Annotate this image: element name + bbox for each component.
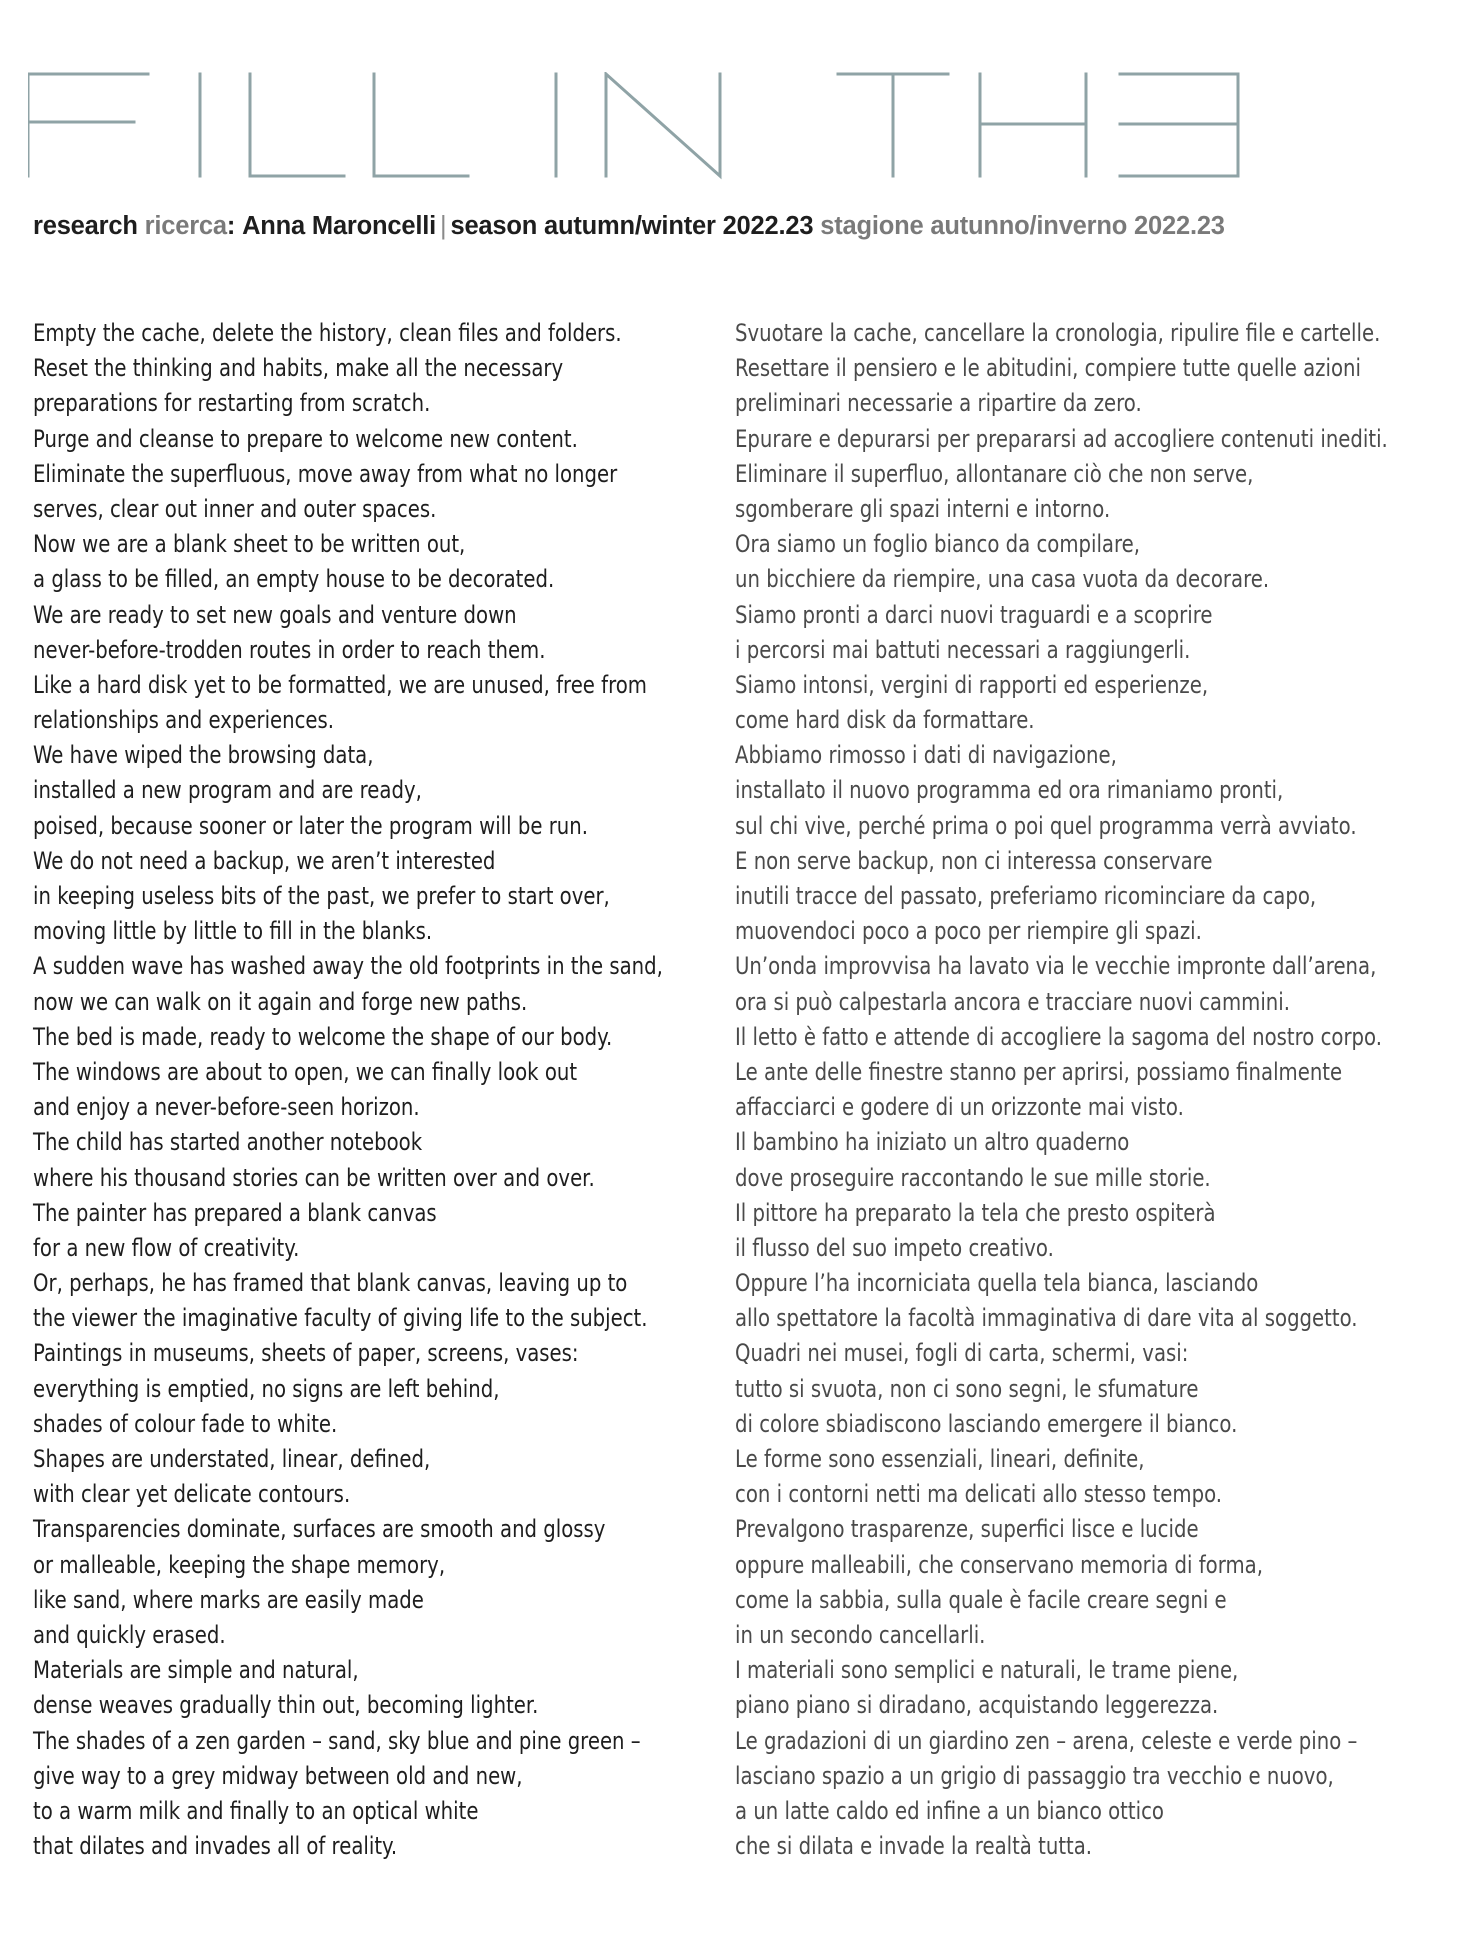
text-line: We do not need a backup, we aren’t interested [33,846,496,875]
text-line: a glass to be filled, an empty house to be decorated. [33,565,555,594]
text-line: Il bambino ha iniziato un altro quaderno [735,1128,1130,1157]
text-line: Transparencies dominate, surfaces are smooth and glossy [33,1515,606,1544]
text-line: muovendoci poco a poco per riempire gli spazi. [735,917,1202,946]
byline-separator: | [440,212,447,240]
byline [33,212,1225,241]
text-line: The painter has prepared a blank canvas [33,1198,437,1227]
text-line: The bed is made, ready to welcome the shape of our body. [33,1022,613,1051]
text-line: The child has started another notebook [33,1128,423,1157]
text-line: in un secondo cancellarli. [735,1620,986,1649]
text-line: Siamo pronti a darci nuovi traguardi e a scoprire [735,600,1213,629]
text-line: Paintings in museums, sheets of paper, screens, vases: [33,1339,579,1368]
byline-colon: : [226,212,236,240]
text-line: Le gradazioni di un giardino zen – arena, celeste e verde pino – [735,1726,1358,1755]
text-line: relationships and experiences. [33,706,335,735]
text-line: A sudden wave has washed away the old footprints in the sand, [33,952,663,981]
text-line: preparations for restarting from scratch. [33,389,431,418]
text-line: che si dilata e invade la realtà tutta. [735,1832,1093,1861]
text-line: Now we are a blank sheet to be written out, [33,530,466,559]
english-text-column [33,316,663,1864]
text-line: We are ready to set new goals and venture down [33,600,517,629]
text-line: installato il nuovo programma ed ora rimaniamo pronti, [735,776,1284,805]
text-line: or malleable, keeping the shape memory, [33,1550,446,1579]
text-line: Le ante delle finestre stanno per aprirsi, possiamo finalmente [735,1057,1343,1086]
text-line: and quickly erased. [33,1620,226,1649]
text-line: di colore sbiadiscono lasciando emergere il bianco. [735,1409,1238,1438]
title-letter-t [838,74,948,176]
title-letter-n [606,74,720,176]
text-line: that dilates and invades all of reality. [33,1832,398,1861]
title-letter-l [250,74,344,176]
text-line: with clear yet delicate contours. [33,1480,351,1509]
text-line: oppure malleabili, che conservano memoria di forma, [735,1550,1263,1579]
text-line: I materiali sono semplici e naturali, le trame piene, [735,1656,1239,1685]
text-line: for a new flow of creativity. [33,1233,300,1262]
text-line: Resettare il pensiero e le abitudini, compiere tutte quelle azioni [735,354,1361,383]
title-lettering [28,72,1288,180]
text-line: Abbiamo rimosso i dati di navigazione, [735,741,1117,770]
text-line: Le forme sono essenziali, lineari, definite, [735,1445,1145,1473]
byline-season-it: stagione autunno/inverno 2022.23 [820,212,1225,240]
text-line: serves, clear out inner and outer spaces. [33,494,437,523]
text-line: Shapes are understated, linear, defined, [33,1445,431,1473]
text-line: come la sabbia, sulla quale è facile creare segni e [735,1585,1227,1614]
title-letter-e [1120,74,1238,176]
text-line: installed a new program and are ready, [33,776,422,805]
text-line: Reset the thinking and habits, make all the necessary [33,354,564,383]
text-line: a un latte caldo ed infine a un bianco ottico [735,1796,1164,1825]
text-line: E non serve backup, non ci interessa conservare [735,846,1213,875]
text-line: to a warm milk and finally to an optical white [33,1796,479,1825]
byline-author: Anna Maroncelli [242,212,437,240]
text-line: preliminari necessarie a ripartire da zero. [735,389,1142,418]
text-line: give way to a grey midway between old and new, [33,1761,523,1790]
text-line: everything is emptied, no signs are left behind, [33,1374,500,1403]
text-line: dove proseguire raccontando le sue mille storie. [735,1163,1211,1192]
text-line: the viewer the imaginative faculty of giving life to the subject. [33,1304,648,1333]
text-line: Prevalgono trasparenze, superfici lisce e lucide [735,1515,1199,1544]
text-line: The shades of a zen garden – sand, sky blue and pine green – [33,1726,641,1755]
text-line: lasciano spazio a un grigio di passaggio tra vecchio e nuovo, [735,1761,1334,1790]
text-line: The windows are about to open, we can finally look out [33,1057,578,1086]
text-line: allo spettatore la facoltà immaginativa di dare vita al soggetto. [735,1304,1358,1333]
title-letter-f [28,74,148,176]
text-line: shades of colour fade to white. [33,1409,338,1438]
text-line: sgomberare gli spazi interni e intorno. [735,494,1111,523]
text-line: like sand, where marks are easily made [33,1585,424,1614]
byline-season: season autumn/winter 2022.23 [450,212,814,240]
text-line: Oppure l’ha incorniciata quella tela bianca, lasciando [735,1269,1259,1298]
text-line: Siamo intonsi, vergini di rapporti ed esperienze, [735,670,1209,699]
text-line: tutto si svuota, non ci sono segni, le sfumature [735,1374,1199,1403]
text-line: Epurare e depurarsi per prepararsi ad accogliere contenuti inediti. [735,424,1388,453]
text-line: moving little by little to fill in the blanks. [33,917,433,946]
text-line: con i contorni netti ma delicati allo stesso tempo. [735,1480,1223,1509]
text-line: Materials are simple and natural, [33,1656,359,1685]
page-title [28,72,1288,180]
text-line: Eliminate the superfluous, move away from what no longer [33,459,618,488]
text-line: Eliminare il superfluo, allontanare ciò che non serve, [735,459,1254,488]
text-line: Purge and cleanse to prepare to welcome new content. [33,424,578,453]
text-line: Or, perhaps, he has framed that blank canvas, leaving up to [33,1269,628,1298]
text-line: i percorsi mai battuti necessari a raggiungerli. [735,635,1191,664]
text-line: where his thousand stories can be written over and over. [33,1163,595,1192]
text-line: Svuotare la cache, cancellare la cronologia, ripulire file e cartelle. [735,319,1381,347]
text-line: piano piano si diradano, acquistando leggerezza. [735,1691,1219,1720]
text-line: il flusso del suo impeto creativo. [735,1233,1054,1262]
text-line: ora si può calpestarla ancora e tracciare nuovi cammini. [735,987,1290,1016]
text-line: Ora siamo un foglio bianco da compilare, [735,530,1141,559]
text-line: and enjoy a never-before-seen horizon. [33,1093,420,1122]
text-line: now we can walk on it again and forge new paths. [33,987,528,1016]
text-line: dense weaves gradually thin out, becoming lighter. [33,1691,539,1720]
text-line: Quadri nei musei, fogli di carta, schermi, vasi: [735,1339,1189,1368]
byline-research-label-it: ricerca [144,212,227,240]
text-line: sul chi vive, perché prima o poi quel programma verrà avviato. [735,811,1357,840]
text-line: Il pittore ha preparato la tela che presto ospiterà [735,1198,1216,1227]
text-line: Empty the cache, delete the history, clean files and folders. [33,319,622,347]
text-line: in keeping useless bits of the past, we prefer to start over, [33,882,610,910]
text-line: never-before-trodden routes in order to reach them. [33,635,546,664]
text-line: come hard disk da formattare. [735,706,1035,735]
italian-text-column [735,316,1388,1864]
text-line: We have wiped the browsing data, [33,741,374,770]
text-line: Like a hard disk yet to be formatted, we are unused, free from [33,670,647,699]
text-line: poised, because sooner or later the program will be run. [33,811,588,840]
text-line: inutili tracce del passato, preferiamo ricominciare da capo, [735,882,1317,910]
title-letter-l [374,74,468,176]
text-line: un bicchiere da riempire, una casa vuota da decorare. [735,565,1270,594]
text-line: Il letto è fatto e attende di accogliere la sagoma del nostro corpo. [735,1022,1382,1051]
text-line: Un’onda improvvisa ha lavato via le vecchie impronte dall’arena, [735,952,1377,981]
text-line: affacciarci e godere di un orizzonte mai visto. [735,1093,1184,1122]
byline-research-label: research [33,212,138,240]
title-letter-h [980,74,1086,176]
